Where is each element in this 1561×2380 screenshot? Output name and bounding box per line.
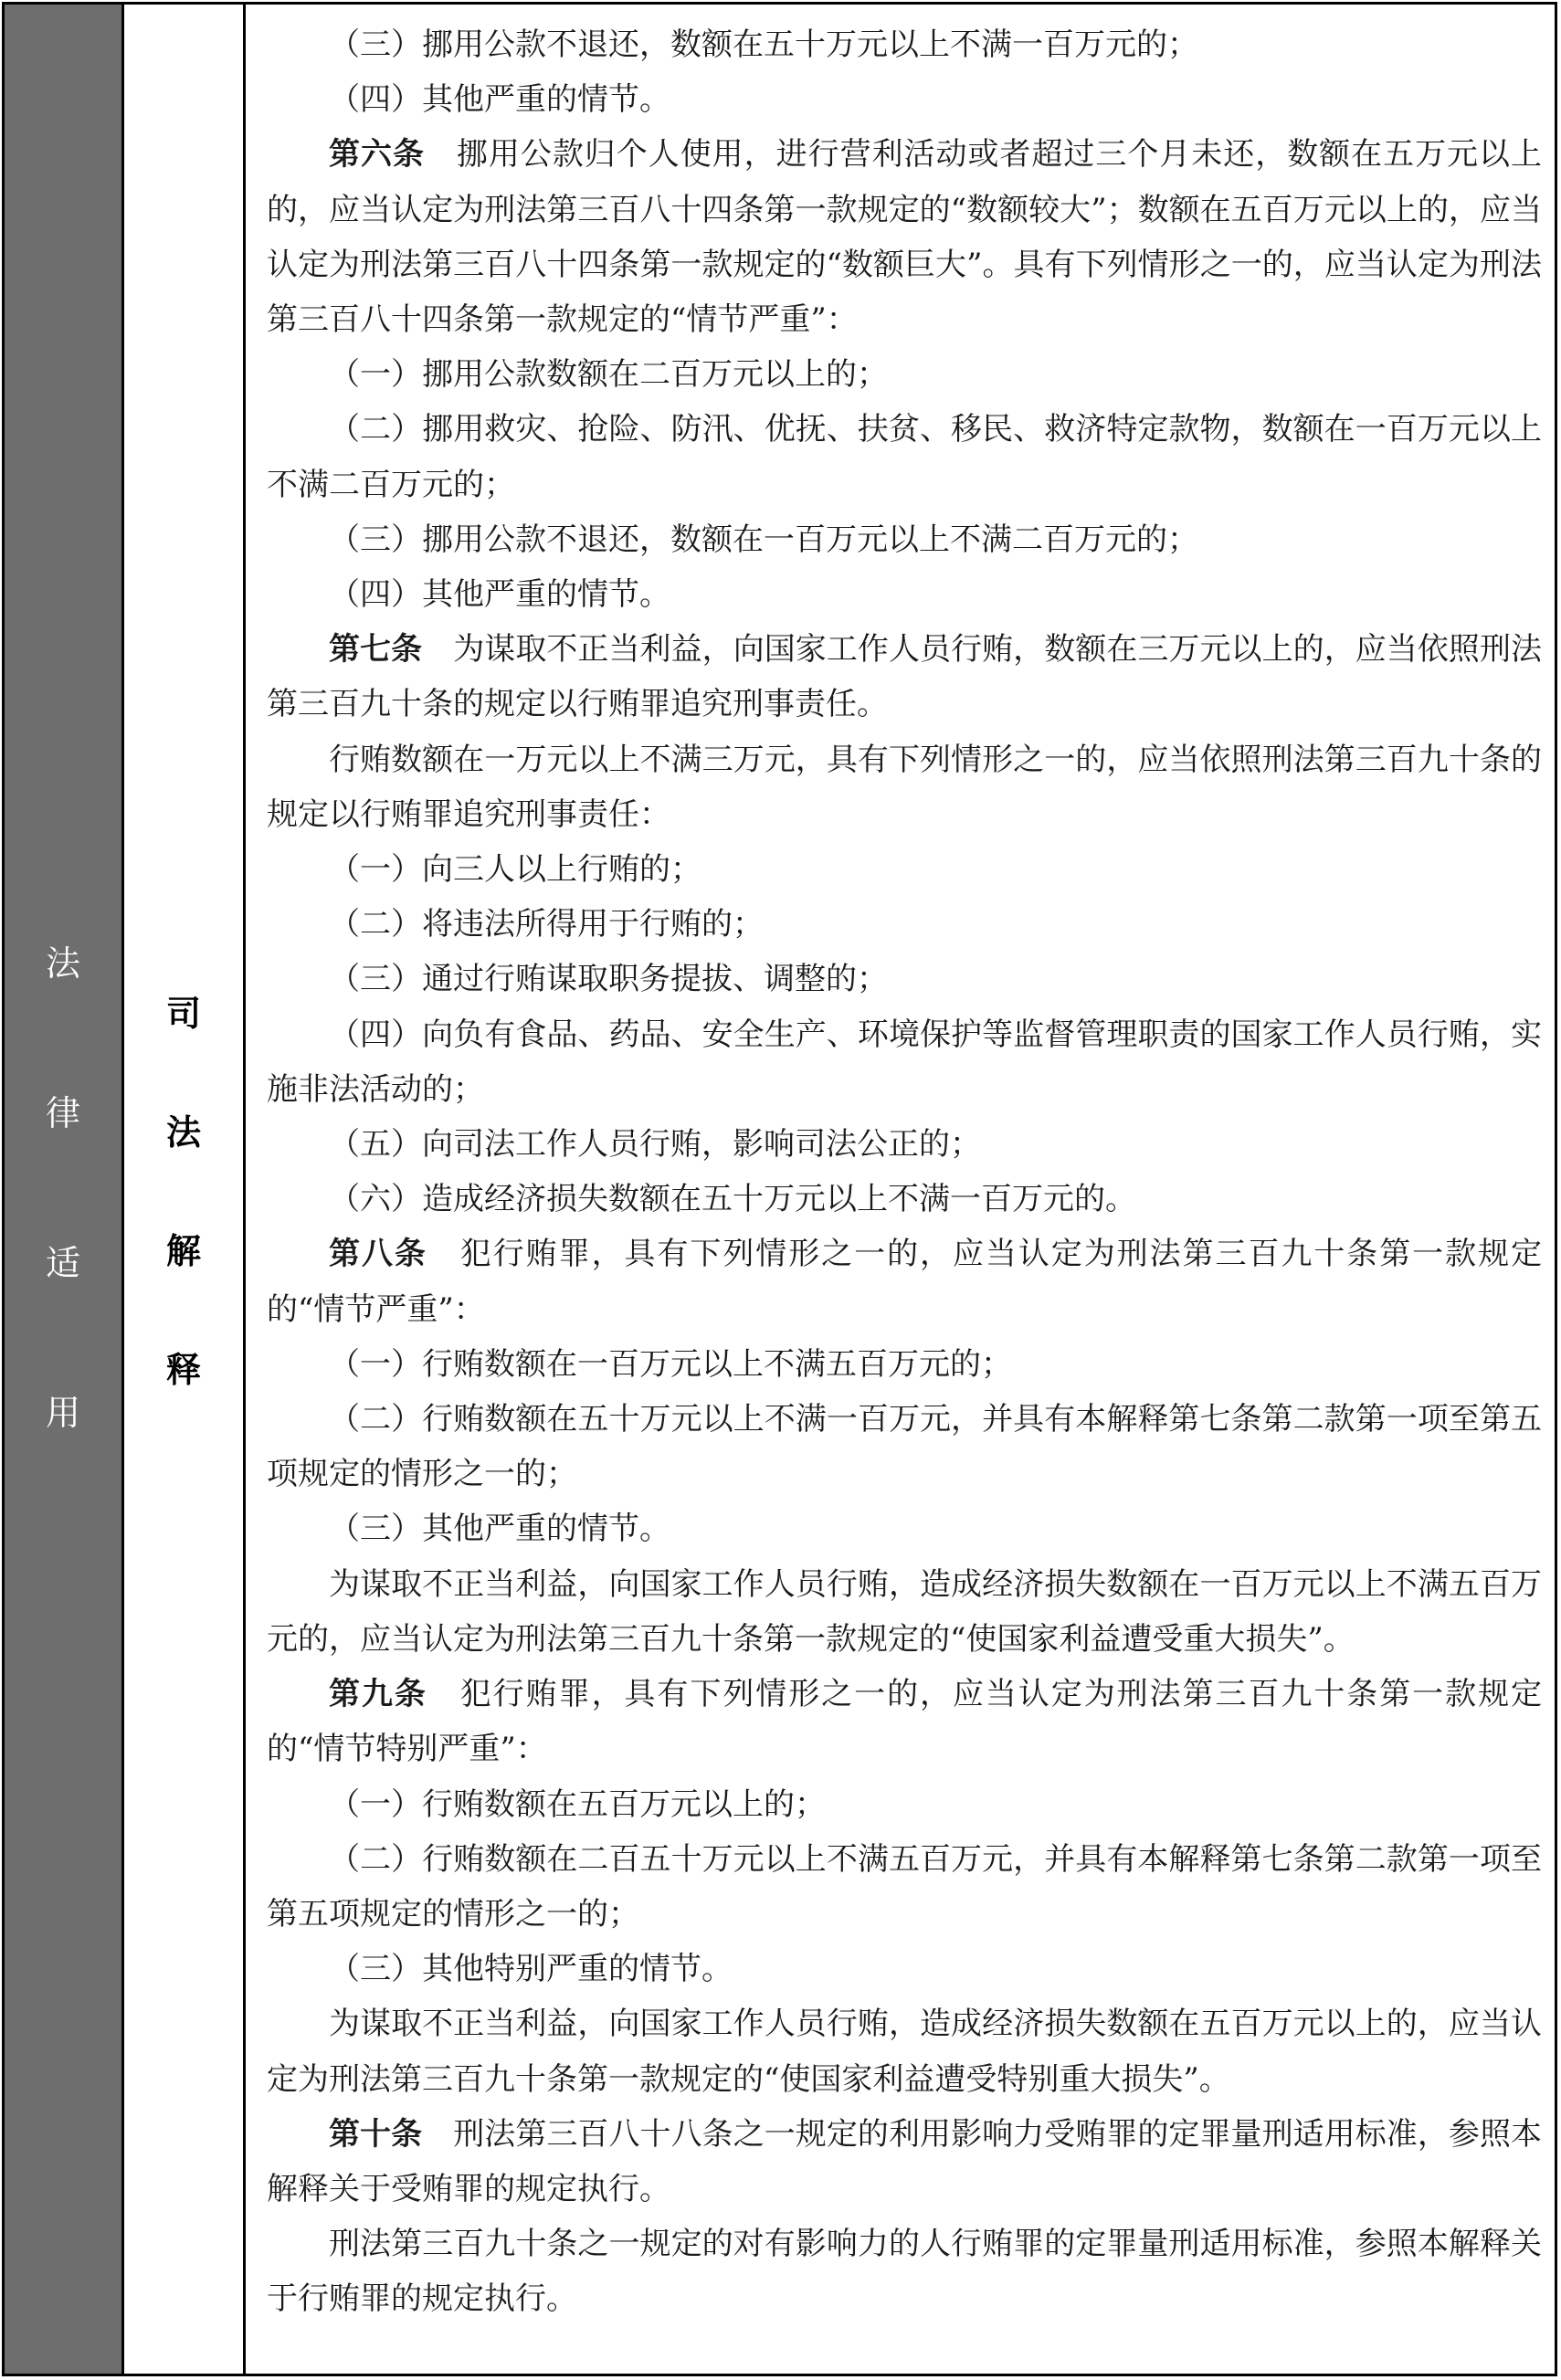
text-paragraph [267,1942,1542,1996]
paragraph-text: （三）挪用公款不退还，数额在一百万元以上不满二百万元的； [329,521,1198,558]
paragraph-text: （一）行贿数额在五百万元以上的； [329,1785,826,1823]
subcategory-column [124,5,246,2374]
paragraph-text: 挪用公款归个人使用，进行营利活动或者超过三个月未还，数额在五万元以上的，应当认定为刑法第三百八十四条第一款规定的“数额较大”；数额在五百万元以上的，应当认定为刑法第三百八十四条第一款规定的“数额巨大”。具有下列情形之一的，应当认定为刑法第三百八十四条第一款规定的“情节严重”： [267,136,1543,339]
text-paragraph [267,1337,1542,1392]
paragraph-text: （四）其他严重的情节。 [329,576,670,614]
category-char: 用 [45,1393,80,1433]
paragraph-text: 为谋取不正当利益，向国家工作人员行贿，数额在三万元以上的，应当依照刑法第三百九十条的规定以行贿罪追究刑事责任。 [267,631,1543,723]
text-paragraph [267,402,1542,511]
text-paragraph [267,1996,1542,2106]
text-paragraph [267,1557,1542,1667]
paragraph-text: （四）其他严重的情节。 [329,81,670,119]
article-heading: 第八条 [329,1236,427,1273]
text-paragraph [267,1832,1542,1942]
paragraph-text: （五）向司法工作人员行贿，影响司法公正的； [329,1126,981,1164]
category-char: 律 [45,1093,80,1133]
paragraph-text: 犯行贿罪，具有下列情形之一的，应当认定为刑法第三百九十条第一款规定的“情节特别严重”： [267,1676,1543,1768]
category-char: 法 [45,943,80,984]
law-table [2,2,1557,2376]
text-paragraph [267,1501,1542,1556]
paragraph-text: （三）挪用公款不退还，数额在五十万元以上不满一百万元的； [329,26,1198,63]
text-paragraph [267,17,1542,72]
text-paragraph [267,842,1542,897]
paragraph-text: （二）行贿数额在二百五十万元以上不满五百万元，并具有本解释第七条第二款第一项至第五项规定的情形之一的； [267,1840,1542,1932]
paragraph-text: （三）通过行贿谋取职务提拔、调整的； [329,961,888,998]
text-paragraph [267,1117,1542,1172]
category-column [5,5,124,2374]
article-heading: 第七条 [329,631,423,669]
article-paragraph [267,622,1542,732]
paragraph-text: （一）挪用公款数额在二百万元以上的； [329,356,888,394]
text-paragraph [267,897,1542,952]
text-paragraph [267,1777,1542,1832]
article-heading: 第十条 [329,2115,423,2153]
subcategory-char: 解 [165,1231,201,1271]
subcategory-char: 司 [165,994,201,1034]
paragraph-text: 为谋取不正当利益，向国家工作人员行贿，造成经济损失数额在一百万元以上不满五百万元的，应当认定为刑法第三百九十条第一款规定的“使国家利益遭受重大损失”。 [267,1565,1542,1658]
text-paragraph [267,952,1542,1006]
paragraph-text: （六）造成经济损失数额在五十万元以上不满一百万元的。 [329,1181,1136,1218]
paragraph-text: （二）将违法所得用于行贿的； [329,906,764,943]
text-paragraph [267,347,1542,402]
article-paragraph [267,2107,1542,2217]
paragraph-text: （二）行贿数额在五十万元以上不满一百万元，并具有本解释第七条第二款第一项至第五项规定的情形之一的； [267,1401,1542,1493]
interpretation-text [246,5,1555,2374]
text-paragraph [267,1392,1542,1501]
subcategory-label [124,995,243,1388]
category-label [5,945,121,1431]
article-heading: 第九条 [329,1676,427,1713]
subcategory-char: 释 [165,1350,201,1390]
subcategory-char: 法 [165,1112,201,1153]
article-paragraph [267,1667,1542,1776]
text-paragraph [267,512,1542,567]
paragraph-text: （三）其他严重的情节。 [329,1511,670,1548]
article-paragraph [267,127,1542,347]
text-paragraph [267,732,1542,842]
category-char: 适 [45,1243,80,1283]
text-paragraph [267,2217,1542,2326]
paragraph-text: 行贿数额在一万元以上不满三万元，具有下列情形之一的，应当依照刑法第三百九十条的规定以行贿罪追究刑事责任： [267,741,1542,833]
paragraph-text: （二）挪用救灾、抢险、防汛、优抚、扶贫、移民、救济特定款物，数额在一百万元以上不满二百万元的； [267,411,1542,503]
paragraph-text: （四）向负有食品、药品、安全生产、环境保护等监督管理职责的国家工作人员行贿，实施非法活动的； [267,1016,1542,1108]
paragraph-text: 为谋取不正当利益，向国家工作人员行贿，造成经济损失数额在五百万元以上的，应当认定为刑法第三百九十条第一款规定的“使国家利益遭受特别重大损失”。 [267,2006,1542,2098]
paragraph-text: 刑法第三百八十八条之一规定的利用影响力受贿罪的定罪量刑适用标准，参照本解释关于受贿罪的规定执行。 [267,2115,1543,2207]
paragraph-text: 刑法第三百九十条之一规定的对有影响力的人行贿罪的定罪量刑适用标准，参照本解释关于行贿罪的规定执行。 [267,2226,1542,2318]
article-paragraph [267,1227,1542,1336]
paragraph-text: （三）其他特别严重的情节。 [329,1951,733,1988]
paragraph-text: 犯行贿罪，具有下列情形之一的，应当认定为刑法第三百九十条第一款规定的“情节严重”： [267,1236,1543,1328]
text-paragraph [267,567,1542,622]
paragraph-text: （一）向三人以上行贿的； [329,851,701,889]
text-paragraph [267,1007,1542,1117]
paragraph-text: （一）行贿数额在一百万元以上不满五百万元的； [329,1345,1012,1383]
text-paragraph [267,72,1542,127]
article-heading: 第六条 [329,136,425,174]
text-paragraph [267,1172,1542,1227]
